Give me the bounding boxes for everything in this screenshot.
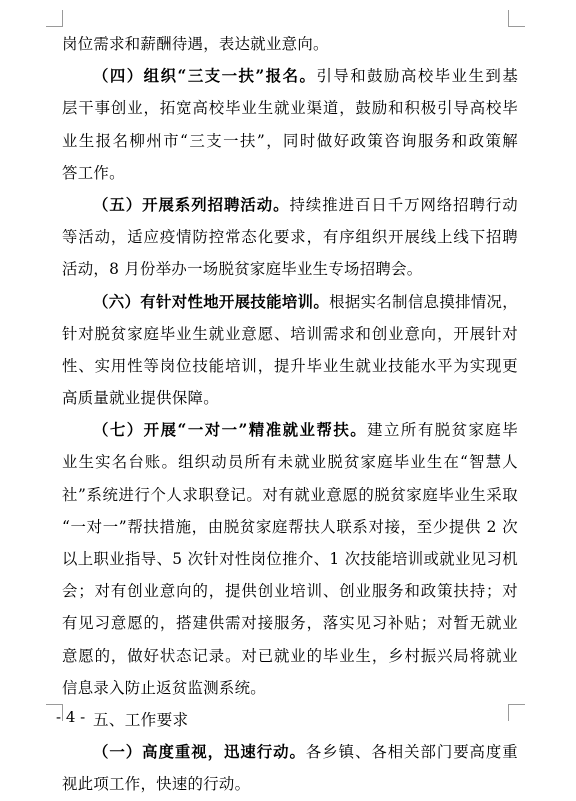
- line-text: 持续推进百日千万网络招聘行动: [289, 195, 518, 214]
- line-text: 信息录入防止返贫监测系统。: [62, 678, 266, 697]
- text-line: [62, 479, 518, 511]
- text-line: [62, 768, 518, 800]
- line-text: 以上职业指导、5 次针对性岗位推介、1 次技能培训或就业见习机: [62, 550, 518, 568]
- line-text: 岗位需求和薪酬待遇，表达就业意向。: [62, 35, 329, 53]
- text-line: [62, 253, 518, 285]
- text-line: [62, 157, 518, 189]
- line-text: 业生实名台账。组织动员所有未就业脱贫家庭毕业生在“智慧人: [62, 453, 518, 472]
- line-text: 意愿的，做好状态记录。对已就业的毕业生，乡村振兴局将就业: [62, 646, 518, 665]
- bold-lead-text: （一）高度重视，迅速行动。: [93, 743, 306, 762]
- text-line: [62, 60, 518, 92]
- line-text: 引导和鼓励高校毕业生到基: [316, 67, 519, 86]
- line-text: 视此项工作，快速的行动。: [62, 775, 251, 794]
- line-text: 活动，8 月份举办一场脱贫家庭毕业生专场招聘会。: [62, 260, 423, 279]
- text-line: [62, 607, 518, 639]
- line-text: 五、工作要求: [93, 710, 189, 729]
- bold-lead-text: （五）开展系列招聘活动。: [93, 195, 290, 214]
- text-line: [62, 350, 518, 382]
- corner-mark-top-right: [508, 10, 525, 27]
- bold-lead-text: （七）开展“一对一”精准就业帮扶。: [93, 421, 368, 440]
- line-text: 会；对有创业意向的，提供创业培训、创业服务和政策扶持；对: [62, 582, 518, 601]
- text-line: [62, 92, 518, 124]
- line-text: 社”系统进行个人求职登记。对有就业意愿的脱贫家庭毕业生采取: [62, 485, 518, 504]
- bold-lead-text: （四）组织“三支一扶”报名。: [93, 67, 317, 86]
- text-line: [62, 221, 518, 253]
- text-line: [62, 318, 518, 350]
- text-line: [62, 575, 518, 607]
- line-text: 业生报名柳州市“三支一扶”，同时做好政策咨询服务和政策解: [62, 131, 518, 150]
- text-line: [62, 672, 518, 704]
- section-heading: [62, 704, 518, 736]
- text-line: [62, 736, 518, 768]
- text-line: [62, 125, 518, 157]
- line-text: 层干事创业，拓宽高校毕业生就业渠道，鼓励和积极引导高校毕: [62, 99, 518, 118]
- line-text: 性、实用性等岗位技能培训，提升毕业生就业技能水平为实现更: [62, 356, 518, 375]
- line-text: 高质量就业提供保障。: [62, 389, 219, 408]
- text-line: [62, 640, 518, 672]
- line-text: 答工作。: [62, 163, 125, 182]
- text-line: [62, 28, 518, 60]
- text-line: [62, 543, 518, 575]
- text-line: [62, 446, 518, 478]
- line-text: 各乡镇、各相关部门要高度重: [305, 743, 518, 762]
- text-line: [62, 286, 518, 318]
- line-text: 有见习意愿的，搭建供需对接服务，落实见习补贴；对暂无就业: [62, 614, 518, 633]
- text-line: [62, 511, 518, 543]
- bold-lead-text: （六）有针对性地开展技能培训。: [93, 292, 330, 311]
- text-line: [62, 382, 518, 414]
- line-text: 根据实名制信息摸排情况，: [329, 292, 518, 311]
- line-text: 建立所有脱贫家庭毕: [367, 421, 518, 440]
- document-body: [62, 28, 518, 801]
- text-line: [62, 189, 518, 221]
- line-text: 针对脱贫家庭毕业生就业意愿、培训需求和创业意向，开展针对: [62, 324, 518, 343]
- line-text: 等活动，适应疫情防控常态化要求，有序组织开展线上线下招聘: [62, 228, 518, 247]
- corner-mark-top-left: [46, 10, 63, 27]
- text-line: [62, 414, 518, 446]
- line-text: “一对一”帮扶措施，由脱贫家庭帮扶人联系对接，至少提供 2 次: [62, 517, 518, 536]
- page-number: - 4 -: [56, 708, 86, 726]
